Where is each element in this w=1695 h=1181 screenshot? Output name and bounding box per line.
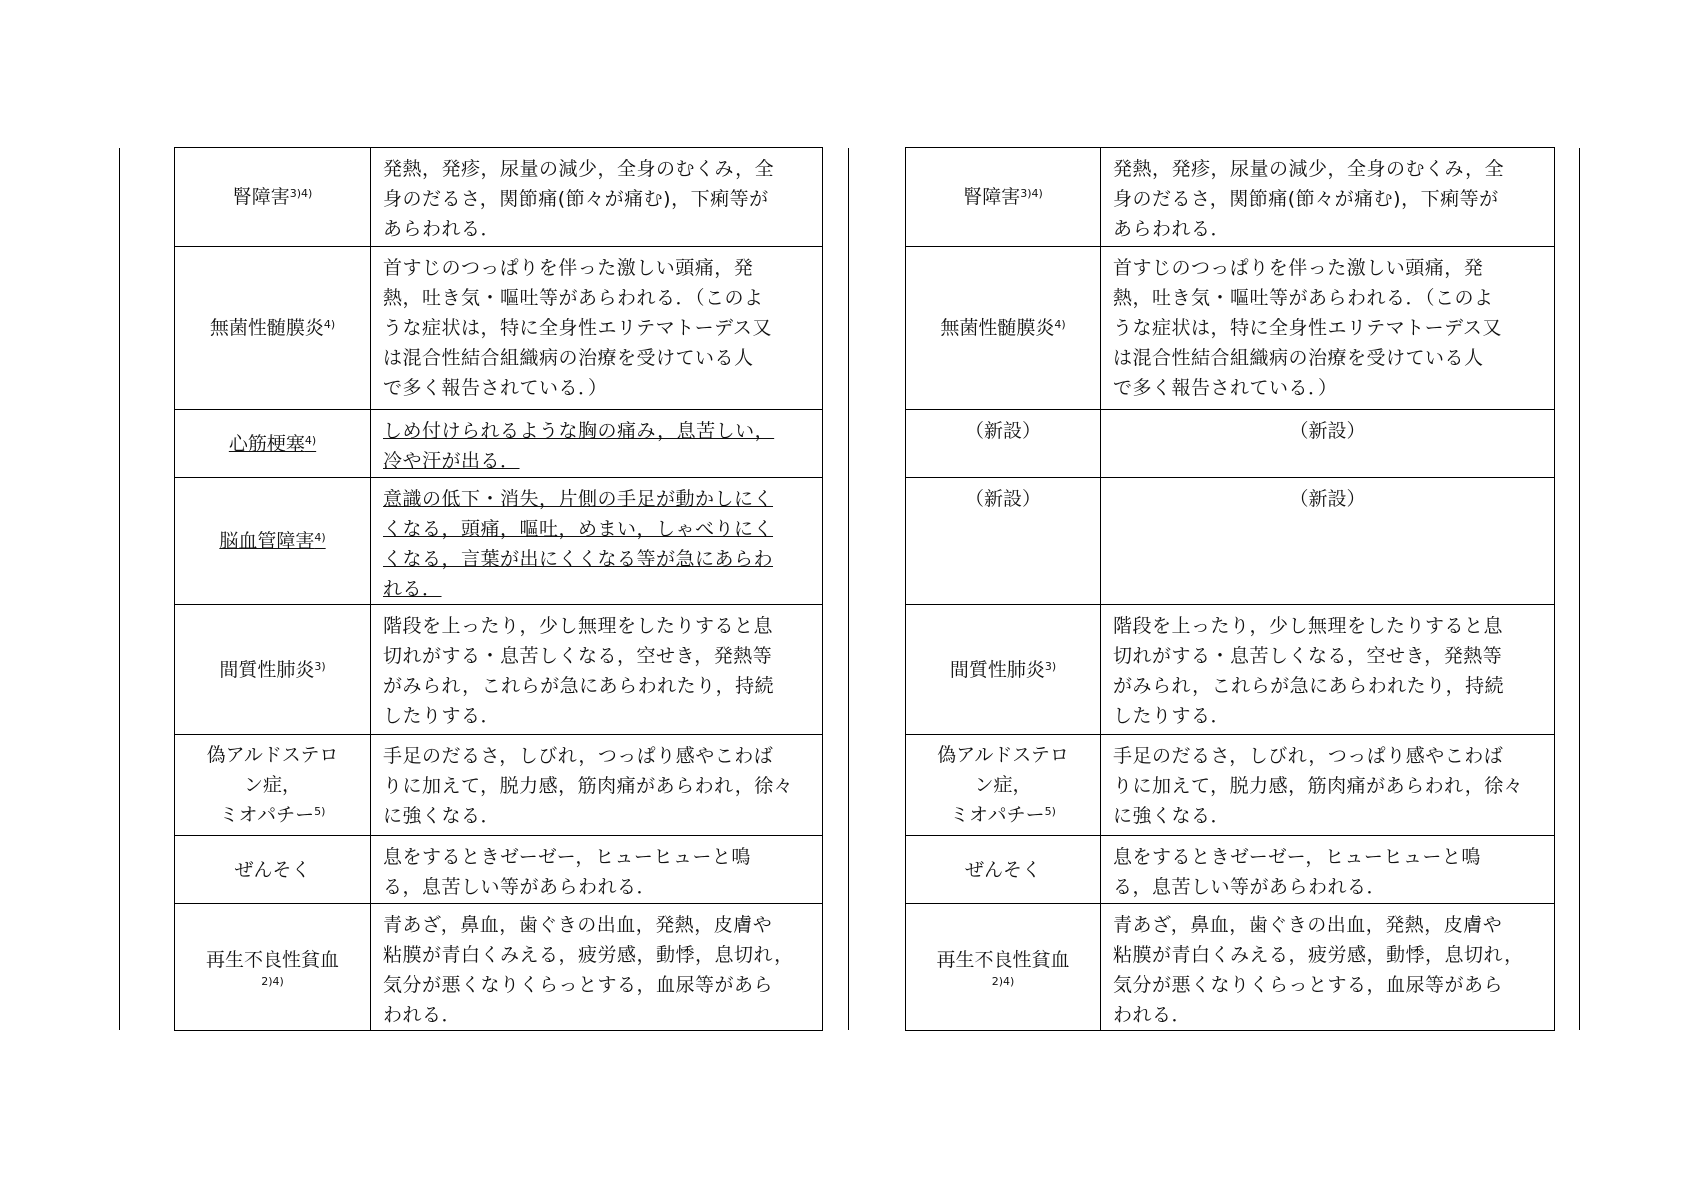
symptom-line: 発熱，発疹，尿量の減少，全身のむくみ，全 — [383, 158, 775, 180]
condition-name — [950, 659, 1056, 681]
condition-name — [965, 859, 1041, 881]
symptom-line: 粘膜が青白くみえる，疲労感，動悸，息切れ， — [383, 944, 794, 966]
condition-name-line: 偽アルドステロ — [937, 744, 1069, 766]
condition-name-line: ン症， — [974, 774, 1032, 796]
symptom-line: しめ付けられるような胸の痛み，息苦しい， — [383, 420, 775, 442]
symptom-line: 発熱，発疹，尿量の減少，全身のむくみ，全 — [1113, 158, 1505, 180]
condition-name-text: 間質性肺炎 — [949, 658, 1045, 681]
condition-name — [906, 740, 1100, 830]
symptom-description-cell — [1101, 836, 1555, 904]
condition-name-text: 無菌性髄膜炎 — [209, 317, 324, 339]
left-margin-line — [119, 148, 120, 1030]
symptom-line: に強くなる． — [383, 805, 501, 827]
condition-name-text: 間質性肺炎 — [219, 658, 315, 681]
symptom-description-cell — [371, 904, 823, 1031]
symptom-line: は混合性結合組織病の治療を受けている人 — [383, 347, 754, 369]
symptom-line: に強くなる． — [1113, 805, 1231, 827]
reference-superscript: 2)4) — [261, 975, 284, 988]
condition-name — [210, 317, 335, 339]
table-row — [175, 478, 823, 605]
new-entry-label: （新設） — [964, 488, 1041, 510]
condition-name — [906, 945, 1100, 989]
revised-table — [174, 147, 823, 1031]
condition-name-text: 脳血管障害 — [219, 530, 315, 552]
symptom-line: したりする． — [1113, 705, 1231, 727]
symptom-line: 熱，吐き気・嘔吐等があらわれる．（このよ — [1113, 287, 1494, 309]
table-row — [906, 605, 1555, 735]
symptom-description-cell — [1101, 605, 1555, 735]
symptom-line: うな症状は，特に全身性エリテマトーデス又 — [383, 317, 772, 339]
symptom-line: 冷や汗が出る． — [383, 450, 520, 472]
symptom-description-cell — [371, 836, 823, 904]
symptom-line: 粘膜が青白くみえる，疲労感，動悸，息切れ， — [1113, 944, 1524, 966]
condition-name-text: 無菌性髄膜炎 — [940, 317, 1055, 339]
condition-name-text: 腎障害 — [963, 186, 1021, 208]
table-row — [175, 247, 823, 410]
symptom-line: 手足のだるさ，しびれ，つっぱり感やこわば — [1113, 745, 1504, 767]
condition-name-cell — [906, 904, 1101, 1031]
reference-superscript: 5) — [314, 805, 326, 818]
reference-superscript: 2)4) — [991, 975, 1015, 988]
condition-name-cell — [906, 148, 1101, 247]
reference-superscript: 3) — [1044, 659, 1057, 673]
symptom-line: る，息苦しい等があらわれる． — [383, 876, 657, 898]
new-entry-description-cell — [1101, 410, 1555, 478]
condition-name-cell — [175, 148, 371, 247]
condition-name-text: 再生不良性貧血 — [205, 949, 339, 971]
condition-name-text: 腎障害 — [232, 186, 290, 208]
table-row — [175, 735, 823, 836]
condition-name — [234, 859, 310, 881]
condition-name-cell — [906, 247, 1101, 410]
symptom-description-cell — [371, 735, 823, 836]
condition-name-text: 心筋梗塞 — [228, 432, 305, 455]
symptom-line: くなる，頭痛，嘔吐，めまい，しゃべりにく — [383, 518, 774, 540]
symptom-line: うな症状は，特に全身性エリテマトーデス又 — [1113, 317, 1502, 339]
symptom-line: で多く報告されている．） — [383, 377, 608, 399]
table-row — [906, 735, 1555, 836]
reference-superscript: 4) — [1054, 318, 1066, 331]
condition-name — [963, 186, 1043, 208]
reference-superscript: 3)4) — [289, 187, 313, 200]
condition-name-cell — [906, 735, 1101, 836]
symptom-line: る，息苦しい等があらわれる． — [1113, 876, 1387, 898]
condition-name — [940, 317, 1065, 339]
condition-name-cell — [175, 836, 371, 904]
new-entry-label: （新設） — [964, 420, 1041, 442]
condition-name-cell — [906, 605, 1101, 735]
symptom-description-cell — [371, 410, 823, 478]
symptom-line: 熱，吐き気・嘔吐等があらわれる．（このよ — [383, 287, 764, 309]
new-entry-label: （新設） — [1289, 488, 1366, 510]
condition-name-line: ミオパチー$^{5)}$ — [950, 804, 1056, 826]
symptom-line: あらわれる． — [383, 218, 501, 240]
condition-name-cell — [175, 605, 371, 735]
condition-name-line: ミオパチー$^{5)}$ — [219, 804, 326, 826]
symptom-description-cell — [371, 478, 823, 605]
symptom-line: りに加えて，脱力感，筋肉痛があらわれ，徐々 — [1113, 775, 1524, 797]
symptom-line: りに加えて，脱力感，筋肉痛があらわれ，徐々 — [383, 775, 794, 797]
condition-name — [175, 945, 370, 989]
new-entry-name-cell — [906, 478, 1101, 605]
condition-name-text: ぜんそく — [234, 858, 311, 881]
condition-name-line: 偽アルドステロ — [206, 744, 339, 766]
reference-superscript: 5) — [1044, 805, 1056, 818]
table-row — [906, 836, 1555, 904]
symptom-line: 切れがする・息苦しくなる，空せき，発熱等 — [1113, 645, 1503, 667]
table-row — [906, 247, 1555, 410]
condition-name — [229, 433, 316, 455]
symptom-line: 階段を上ったり，少し無理をしたりすると息 — [383, 615, 774, 637]
new-entry-name-cell — [906, 410, 1101, 478]
table-row — [175, 836, 823, 904]
symptom-description-cell — [1101, 247, 1555, 410]
symptom-description-cell — [1101, 148, 1555, 247]
symptom-line: 青あざ，鼻血，歯ぐきの出血，発熱，皮膚や — [1113, 914, 1503, 936]
symptom-line: 切れがする・息苦しくなる，空せき，発熱等 — [383, 645, 773, 667]
symptom-line: われる． — [1113, 1004, 1192, 1026]
table-row — [175, 605, 823, 735]
table-row — [906, 148, 1555, 247]
condition-name-cell — [175, 478, 371, 605]
symptom-line: 気分が悪くなりくらっとする，血尿等があら — [383, 974, 774, 996]
table-row — [175, 148, 823, 247]
condition-name — [175, 740, 370, 830]
new-entry-description-cell — [1101, 478, 1555, 605]
reference-superscript: 4) — [304, 433, 317, 447]
reference-superscript: 4) — [314, 531, 326, 544]
new-entry-label: （新設） — [1289, 420, 1366, 442]
symptom-line: 息をするときゼーゼー，ヒューヒューと鳴 — [1113, 846, 1481, 868]
symptom-line: 気分が悪くなりくらっとする，血尿等があら — [1113, 974, 1504, 996]
condition-name — [219, 659, 325, 681]
condition-name-line: ン症， — [243, 774, 301, 796]
current-table — [905, 147, 1555, 1031]
reference-superscript: 3)4) — [1020, 187, 1043, 200]
symptom-line: 身のだるさ，関節痛(節々が痛む)，下痢等が — [1113, 188, 1499, 210]
symptom-description-cell — [1101, 735, 1555, 836]
symptom-description-cell — [371, 605, 823, 735]
condition-name-text: ぜんそく — [964, 858, 1041, 881]
table-row — [906, 904, 1555, 1031]
table-row — [175, 904, 823, 1031]
symptom-line: 首すじのつっぱりを伴った激しい頭痛，発 — [383, 257, 754, 279]
right-margin-line — [1579, 148, 1580, 1030]
condition-name-cell — [906, 836, 1101, 904]
reference-superscript: 3) — [314, 659, 326, 673]
table-row — [906, 478, 1555, 605]
symptom-line: がみられ，これらが急にあらわれたり，持続 — [1113, 675, 1505, 697]
symptom-line: がみられ，これらが急にあらわれたり，持続 — [383, 675, 775, 697]
table-row — [906, 410, 1555, 478]
condition-name — [233, 186, 313, 208]
condition-name — [219, 530, 325, 552]
symptom-line: あらわれる． — [1113, 218, 1231, 240]
symptom-line: 首すじのつっぱりを伴った激しい頭痛，発 — [1113, 257, 1484, 279]
symptom-line: くなる，言葉が出にくくなる等が急にあらわ — [383, 548, 774, 570]
symptom-line: 階段を上ったり，少し無理をしたりすると息 — [1113, 615, 1504, 637]
symptom-line: で多く報告されている．） — [1113, 377, 1338, 399]
condition-name-cell — [175, 904, 371, 1031]
symptom-description-cell — [1101, 904, 1555, 1031]
condition-name-cell — [175, 735, 371, 836]
table-row — [175, 410, 823, 478]
symptom-description-cell — [371, 247, 823, 410]
symptom-description-cell — [371, 148, 823, 247]
condition-name-text: 再生不良性貧血 — [936, 949, 1070, 971]
symptom-line: 息をするときゼーゼー，ヒューヒューと鳴 — [383, 846, 751, 868]
symptom-line: 身のだるさ，関節痛(節々が痛む)，下痢等が — [383, 188, 769, 210]
symptom-line: したりする． — [383, 705, 501, 727]
symptom-line: われる． — [383, 1004, 462, 1026]
center-divider-line — [848, 148, 849, 1030]
symptom-line: 青あざ，鼻血，歯ぐきの出血，発熱，皮膚や — [383, 914, 773, 936]
reference-superscript: 4) — [323, 318, 336, 331]
condition-name-cell — [175, 410, 371, 478]
symptom-line: 手足のだるさ，しびれ，つっぱり感やこわば — [383, 745, 774, 767]
condition-name-cell — [175, 247, 371, 410]
symptom-line: は混合性結合組織病の治療を受けている人 — [1113, 347, 1484, 369]
symptom-line: 意識の低下・消失，片側の手足が動かしにく — [383, 488, 774, 510]
symptom-line: れる． — [383, 578, 442, 600]
